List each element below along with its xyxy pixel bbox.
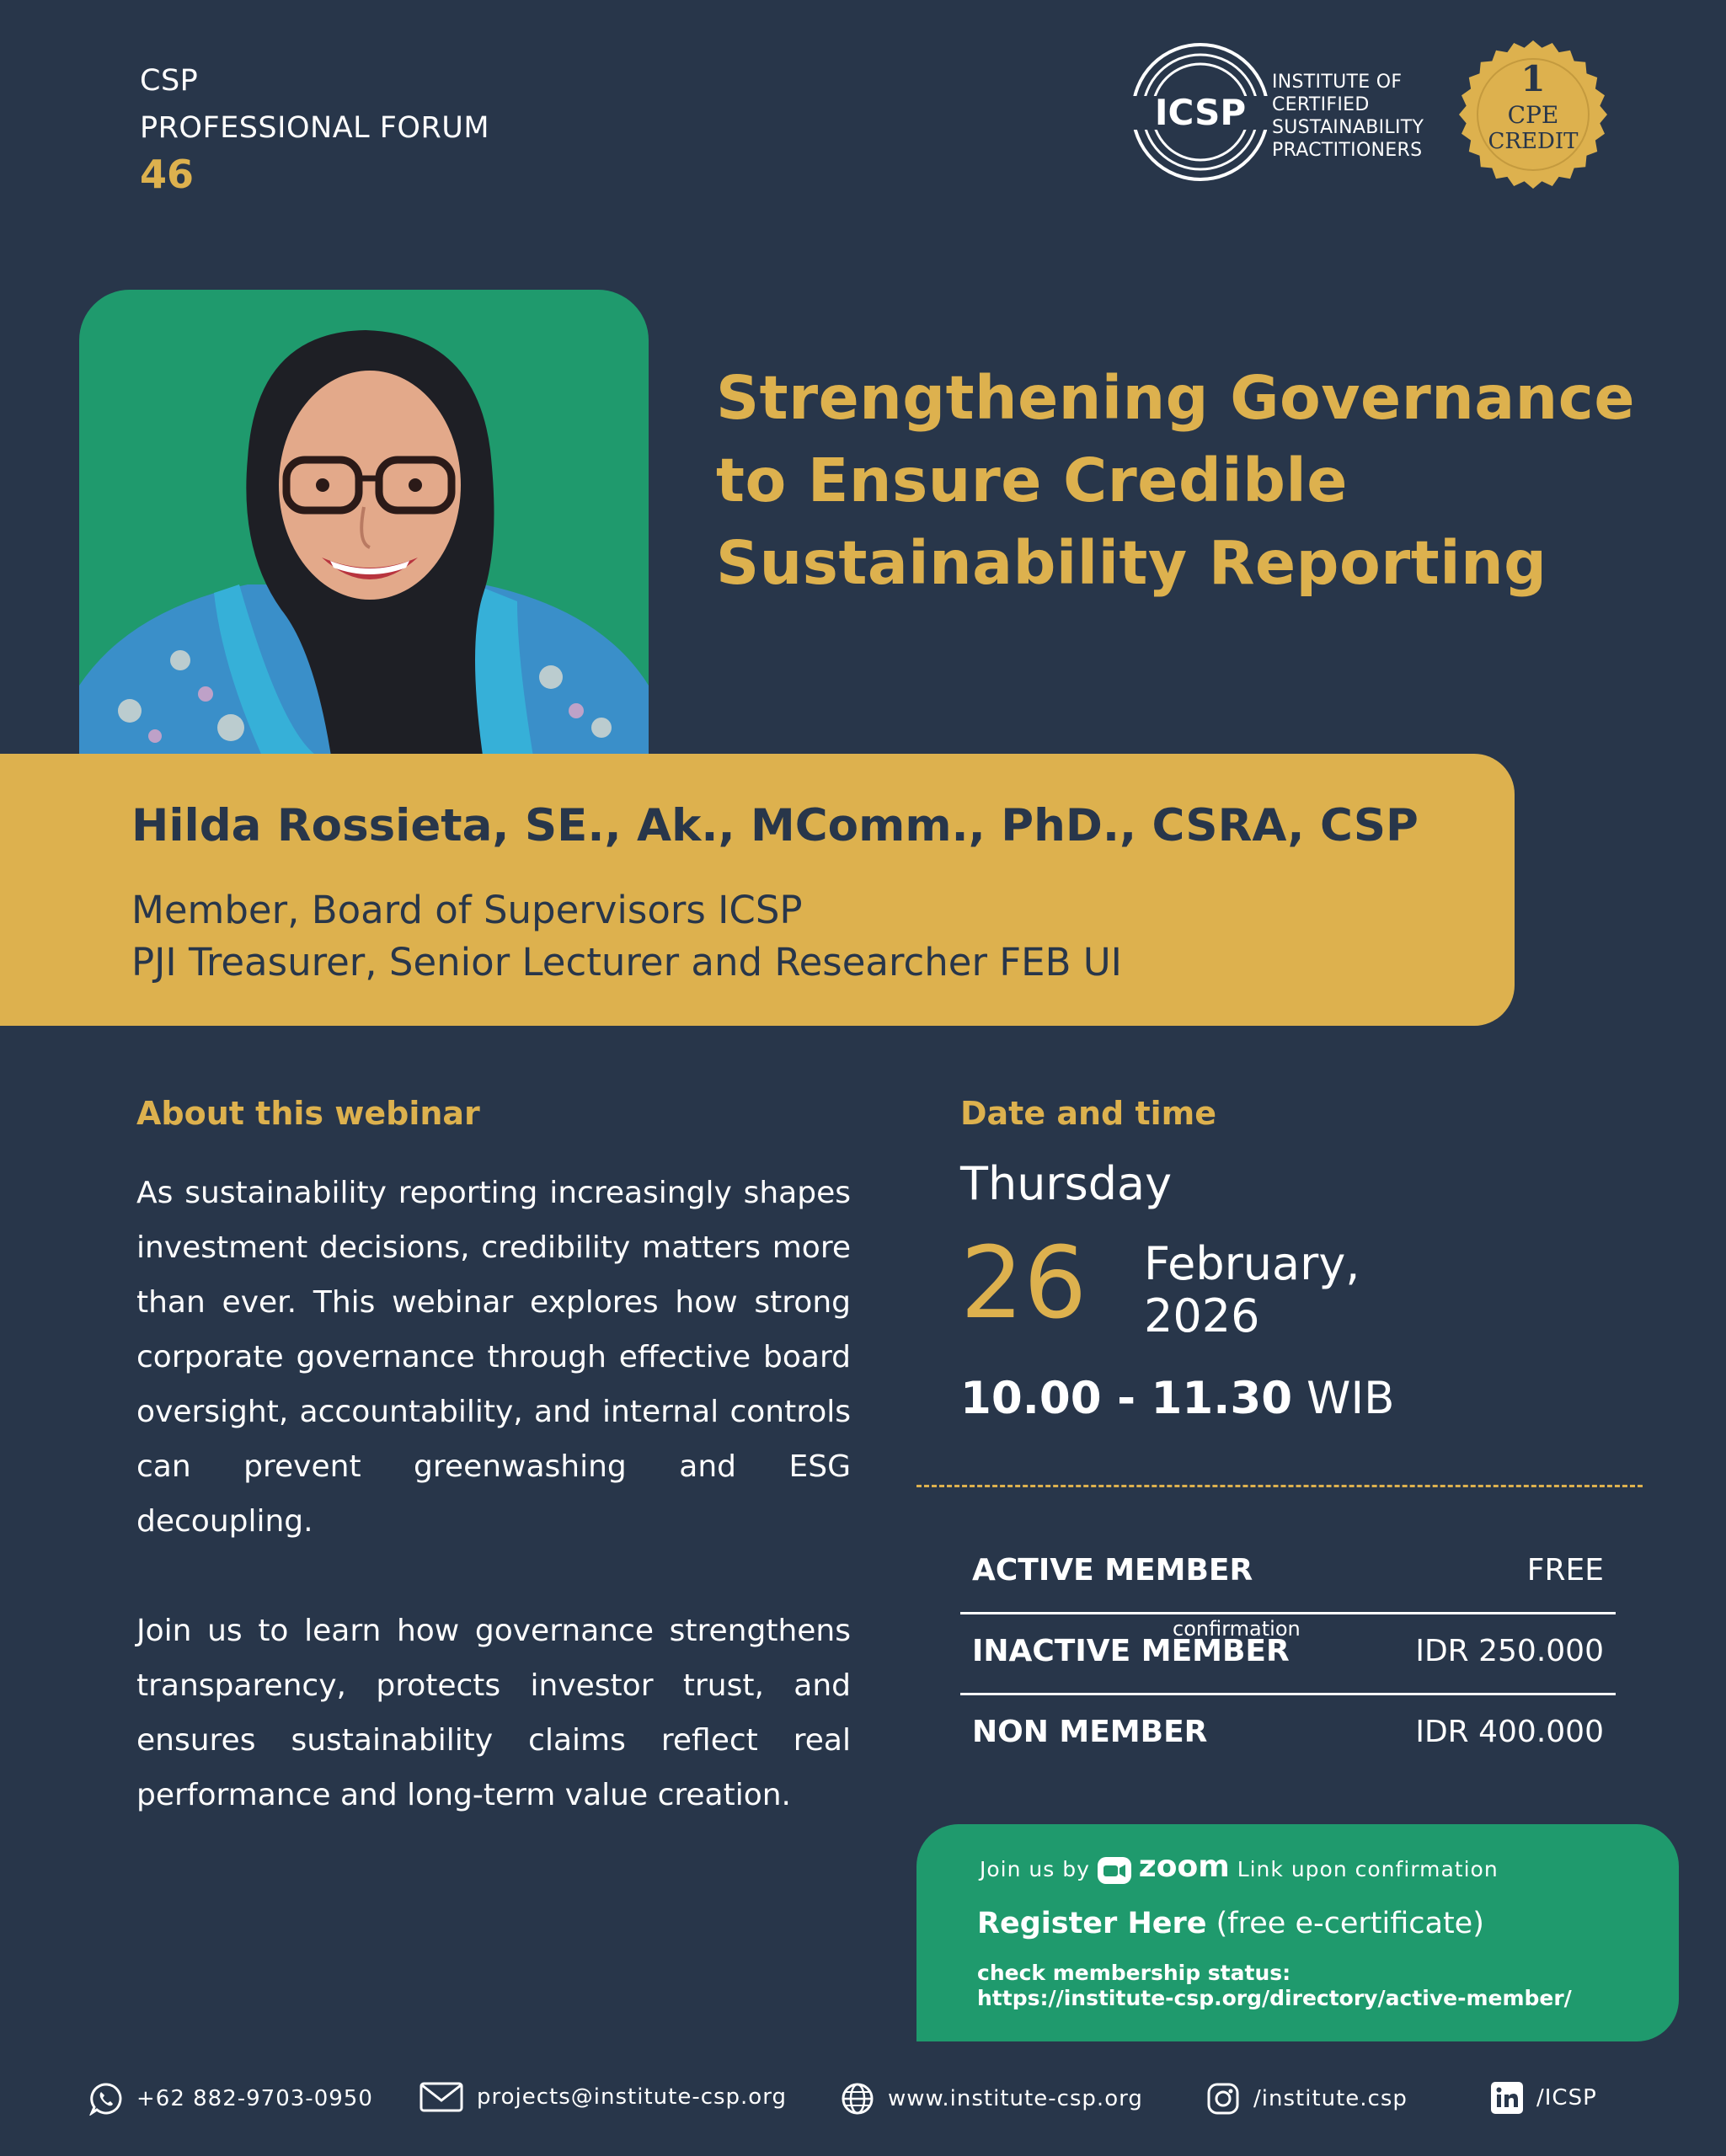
price-label: NON MEMBER	[972, 1715, 1208, 1749]
speaker-role	[131, 884, 1122, 989]
logo-line: SUSTAINABILITY	[1272, 117, 1424, 138]
event-month: February,	[1144, 1237, 1360, 1290]
title-line: to Ensure Credible	[716, 446, 1348, 515]
whatsapp-icon	[89, 2082, 123, 2116]
logo-line: PRACTITIONERS	[1272, 140, 1423, 161]
speaker-role-line1: Member, Board of Supervisors ICSP	[131, 888, 803, 932]
speaker-role-line2: PJI Treasurer, Senior Lecturer and Researcher FEB UI	[131, 940, 1122, 985]
speaker-photo	[79, 290, 649, 761]
webinar-title	[716, 357, 1702, 605]
price-value: IDR 400.000	[1415, 1715, 1604, 1749]
register-link[interactable]: Register Here	[977, 1907, 1207, 1940]
globe-icon	[841, 2082, 874, 2116]
forum-line2: PROFESSIONAL FORUM	[140, 111, 490, 145]
price-value: IDR 250.000	[1415, 1634, 1604, 1668]
footer-instagram[interactable]	[1206, 2082, 1408, 2116]
about-heading: About this webinar	[136, 1095, 480, 1132]
join-line	[980, 1849, 1499, 1884]
price-row-non-member	[960, 1693, 1616, 1774]
forum-line1: CSP	[140, 64, 199, 98]
linkedin-icon	[1491, 2082, 1523, 2114]
logo-wordmark	[1272, 71, 1424, 162]
datetime-heading: Date and time	[960, 1095, 1217, 1132]
speaker-name: Hilda Rossieta, SE., Ak., MComm., PhD., CSRA, CSP	[131, 800, 1419, 851]
footer-phone[interactable]	[89, 2082, 373, 2116]
footer-email[interactable]	[419, 2082, 787, 2112]
forum-number: 46	[140, 152, 195, 197]
icsp-logo	[1129, 40, 1272, 184]
cpe-number: 1	[1520, 58, 1546, 99]
title-line: Sustainability Reporting	[716, 528, 1547, 598]
price-label: INACTIVE MEMBER	[972, 1634, 1290, 1668]
price-row-active	[960, 1531, 1616, 1614]
logo-abbr: ICSP	[1154, 92, 1247, 133]
instagram-icon	[1206, 2082, 1240, 2116]
confirmation-note: confirmation	[1173, 1617, 1301, 1641]
logo-line: CERTIFIED	[1272, 94, 1370, 115]
mail-icon	[419, 2082, 463, 2112]
zoom-icon	[1098, 1857, 1131, 1884]
zoom-wordmark: zoom	[1138, 1849, 1230, 1884]
about-paragraph-2: Join us to learn how governance strengthens transparency, protects investor trust, and ensures sustainability claims reflect real performance and long-term value creation.	[136, 1614, 851, 1812]
website-url: www.institute-csp.org	[888, 2086, 1143, 2111]
event-time	[960, 1373, 1394, 1424]
join-suffix: Link upon confirmation	[1237, 1857, 1499, 1881]
logo-line: INSTITUTE OF	[1272, 72, 1403, 93]
price-label: ACTIVE MEMBER	[972, 1553, 1253, 1588]
join-prefix: Join us by	[980, 1857, 1090, 1881]
event-date: 26	[960, 1225, 1087, 1341]
time-range: 10.00 - 11.30	[960, 1373, 1293, 1424]
event-year: 2026	[1144, 1289, 1260, 1342]
cpe-line2: CREDIT	[1488, 129, 1579, 154]
membership-label: check membership status:	[977, 1961, 1291, 1985]
timezone: WIB	[1307, 1373, 1395, 1424]
register-note: (free e-certificate)	[1216, 1907, 1484, 1940]
linkedin-handle: /ICSP	[1536, 2085, 1597, 2111]
about-paragraph-1: As sustainability reporting increasingly shapes investment decisions, credibility matters more than ever. This webinar explores how strong corporate governance through effective board oversight, accountability, and internal controls can prevent greenwashing and ESG decoupling.	[136, 1176, 851, 1539]
footer-linkedin[interactable]	[1491, 2082, 1597, 2114]
forum-label	[140, 57, 489, 152]
footer-website[interactable]	[841, 2082, 1143, 2116]
instagram-handle: /institute.csp	[1253, 2086, 1408, 2111]
cpe-credit-badge	[1457, 39, 1609, 190]
email-address: projects@institute-csp.org	[477, 2084, 787, 2110]
divider	[916, 1485, 1643, 1487]
phone-number: +62 882-9703-0950	[136, 2086, 373, 2111]
title-line: Strengthening Governance	[716, 363, 1635, 433]
event-day: Thursday	[960, 1157, 1173, 1210]
register-line	[977, 1907, 1484, 1940]
price-value: FREE	[1526, 1553, 1604, 1588]
membership-url[interactable]: https://institute-csp.org/directory/active-member/	[977, 1986, 1572, 2010]
cpe-line1: CPE	[1507, 101, 1559, 129]
event-month-year	[1144, 1238, 1360, 1342]
